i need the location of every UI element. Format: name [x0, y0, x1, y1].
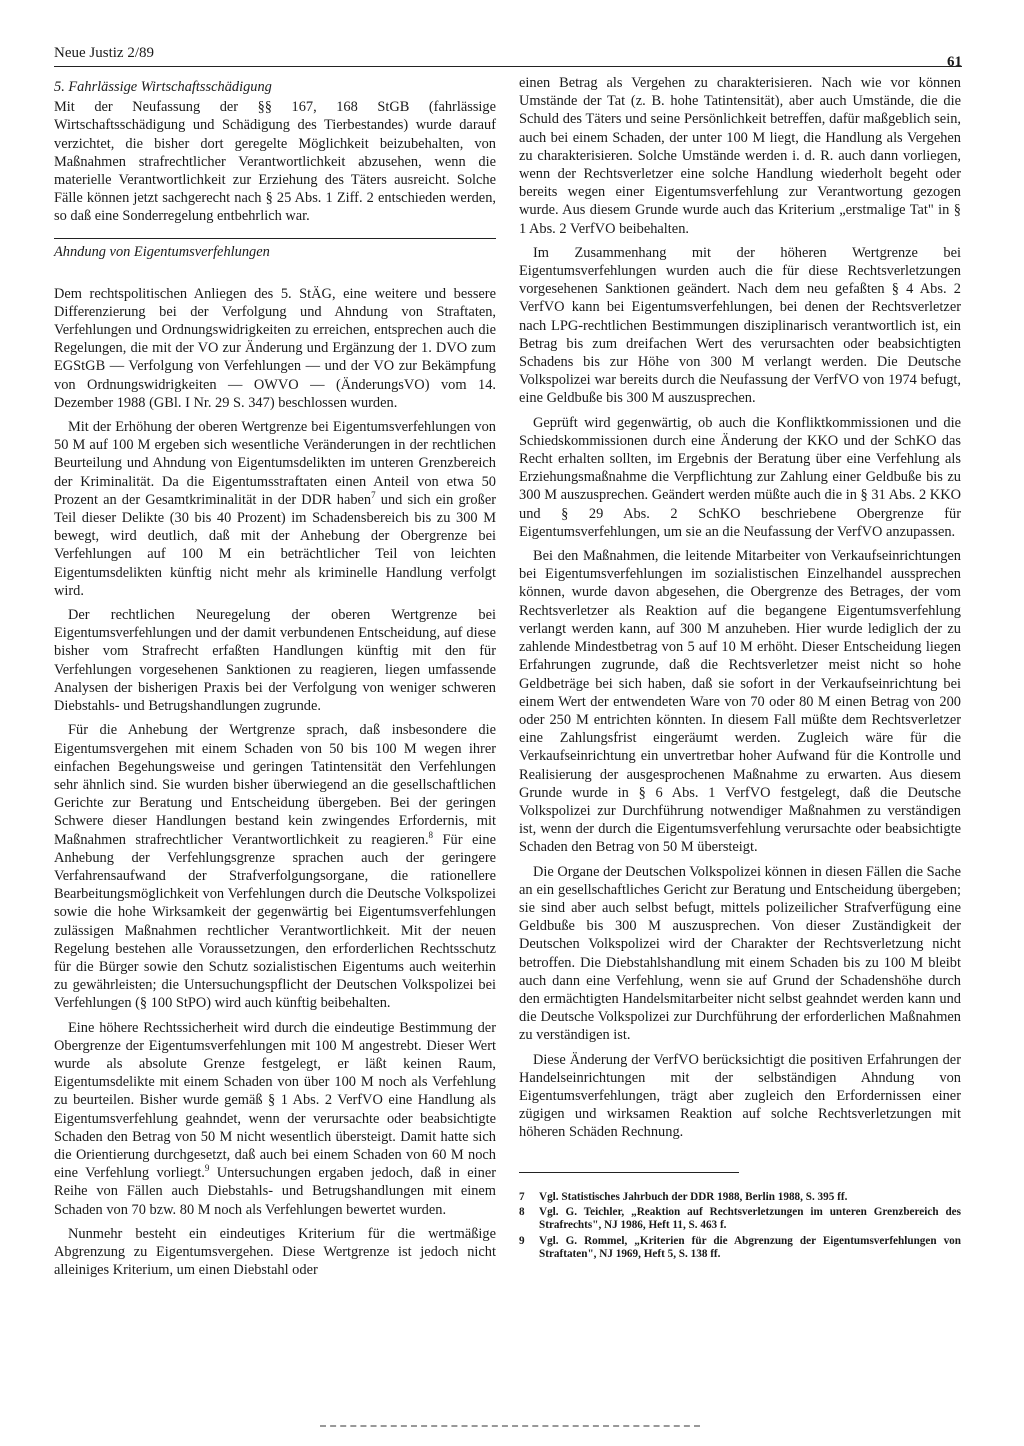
section-heading: Ahndung von Eigentumsverfehlungen: [54, 243, 270, 260]
paragraph: Bei den Maßnahmen, die leitende Mitarbeiter von Verkaufseinrichtungen bei Eigentumsverfehlungen im sozialistischen Einzelhandel aussprechen können, wurde davon abgesehen, die Obergrenze des Betrages, der vom Rechtsverletzer als Reaktion auf die begangene Eigentumsverfehlung verlangt werden kann, auf 300 M anzuheben. Hier wurde lediglich der zu zahlende Mindestbetrag von 5 auf 10 M erhöht. Dieser Entscheidung liegen Erfahrungen zugrunde, daß die Rechtsverletzer meist nicht so hohe Geldbeträge bei sich haben, daß sie sofort in der Verkaufseinrichtung bei einem Wert der entwendeten Ware von 70 oder 80 M einen Betrag von 200 oder 250 M entrichten könnten. In diesem Fall müßte dem Rechtsverletzer eine Zahlungsfrist eingeräumt werden. Zugleich wäre für die Verkaufseinrichtung ein unvertretbar hoher Aufwand für die Kontrolle und Realisierung der ausgesprochenen Maßnahme zu erwarten. Aus diesem Grunde wurde in § 6 Abs. 1 VerfVO festgelegt, daß die Deutsche Volkspolizei zur Durchführung notwendiger Maßnahmen zu verständigen ist, wenn der durch die Eigentumsverfehlung verursachte oder beabsichtigte Schaden den Betrag von 50 M übersteigt.: [519, 548, 961, 856]
paragraph-text: Für eine Anhebung der Verfehlungsgrenze sprachen auch der geringere Verfahrensaufwand der Strafverfolgungsorgane, die rationellere Bearbeitungsmöglichkeit von Verfehlungen durch die Deutsche Volkspolizei sowie die hohe Wirksamkeit der gegenwärtig bei Eigentumsverfehlungen zulässigen Maßnahmen rechtlicher Verantwortlichkeit. Mit der neuen Regelung bestehen alle Voraussetzungen, den erforderlichen Rechtsschutz für die Bürger sowie den Schutz sozialistischen Eigentums auch weiterhin zu gewährleisten; die Untersuchungspflicht der Deutschen Volkspolizei bei Verfehlungen (§ 100 StPO) wird auch künftig beibehalten.: [54, 831, 496, 1012]
footnote: [519, 1206, 961, 1233]
section-divider: [54, 238, 496, 239]
header-rule: [54, 66, 962, 67]
footnote: [519, 1191, 961, 1204]
paragraph: Im Zusammenhang mit der höheren Wertgrenze bei Eigentumsverfehlungen wurden auch die für diese Rechtsverletzungen vorgesehenen Sanktionen geändert. Nach dem neu gefaßten § 4 Abs. 2 VerfVO kann bei Eigentumsverfehlungen, bei denen der Rechtsverletzer nach LPG-rechtlichen Bestimmungen disziplinarisch verantwortlich ist, ein Betrag bis zum dreifachen Wert des verursachten oder beabsichtigten Schadens bis zur Höhe von 300 M verlangt werden. Die Deutsche Volkspolizei war bereits durch die Neufassung der VerfVO von 1974 befugt, eine Geldbuße bis 300 M auszusprechen.: [519, 244, 961, 407]
footnote-text: Vgl. G. Rommel, „Kriterien für die Abgrenzung der Eigentumsverfehlungen von Straftaten", NJ 1969, Heft 5, S. 138 ff.: [539, 1234, 961, 1261]
paragraph-text: Für die Anhebung der Wertgrenze sprach, daß insbesondere die Eigentumsvergehen mit einem Schaden von 50 bis 100 M wegen ihrer einfachen Begehungsweise und geringen Tatintensität den Verfehlungen sehr ähnlich sind. Sie wurden bisher überwiegend an die gesellschaftlichen Gerichte zur Beratung und Entscheidung übergeben. Bei der geringen Schwere dieser Handlungen bestand kein zwingendes Erfordernis, mit Maßnahmen strafrechtlicher Verantwortlichkeit zu reagieren.: [54, 722, 496, 848]
paragraph: Mit der Neufassung der §§ 167, 168 StGB (fahrlässige Wirtschaftsschädigung und Schädigung des Tierbestandes) wurde darauf verzichtet, die bisher dort geregelte Möglichkeit beizubehalten, von Maßnahmen strafrechtlicher Verantwortlichkeit abzusehen, wenn die materielle Verantwortlichkeit zur Erziehung des Täters ausreicht. Solche Fälle können jetzt sachgerecht nach § 25 Abs. 1 Ziff. 2 entschieden werden, so daß eine Sonderregelung entbehrlich war.: [54, 99, 496, 225]
footnote-text: Vgl. G. Teichler, „Reaktion auf Rechtsverletzungen im unteren Grenzbereich des Strafrechts", NJ 1986, Heft 11, S. 463 f.: [539, 1205, 961, 1232]
paragraph: [54, 721, 496, 1012]
footnote-number: 9: [519, 1234, 525, 1247]
footnote-text: Vgl. Statistisches Jahrbuch der DDR 1988, Berlin 1988, S. 395 ff.: [539, 1190, 848, 1203]
paragraph-text: Mit der Erhöhung der oberen Wertgrenze bei Eigentumsverfehlungen von 50 M auf 100 M ergeben sich wesentliche Veränderungen in der rechtlichen Beurteilung und Ahndung von Eigentumsdelikten im unteren Grenzbereich der Kriminalität. Da die Eigentumsstraftaten einen Anteil von etwa 50 Prozent an der Gesamtkriminalität in der DDR haben: [54, 419, 496, 508]
paragraph: einen Betrag als Vergehen zu charakterisieren. Nach wie vor können Umstände der Tat (z. B. hohe Tatintensität), aber auch Umstände, die die Schuld des Täters und seine Persönlichkeit betreffen, dafür maßgeblich sein, auch bei einem Schaden, der unter 100 M liegt, die Handlung als Vergehen zu charakterisieren. Solche Umstände werden i. d. R. auch dann vorliegen, wenn der Rechtsverletzer eine solche Handlung wiederholt begeht oder bereits wegen einer Eigentumsverfehlung zur Verantwortung gezogen wurde. Aus diesem Grunde wurde auch das Kriterium „erstmalige Tat" in § 1 Abs. 2 VerfVO beibehalten.: [519, 75, 961, 237]
paragraph: Nunmehr besteht ein eindeutiges Kriterium für die wertmäßige Abgrenzung zu Eigentumsvergehen. Diese Wertgrenze ist jedoch nicht alleiniges Kriterium, um einen Diebstahl oder: [54, 1225, 496, 1279]
paragraph-text: Untersuchungen ergaben jedoch, daß in einer Reihe von Fällen auch Diebstahls- und Betrugshandlungen mit einem Schaden von 70 bzw. 80 M noch als Verfehlungen bewertet wurden.: [54, 1165, 496, 1218]
right-column: [519, 74, 961, 1264]
left-column: [54, 74, 496, 1285]
footnote-ref: 9: [204, 1163, 210, 1174]
paragraph: Dem rechtspolitischen Anliegen des 5. StÄG, eine weitere und bessere Differenzierung bei der Verfolgung und Ahndung von Straftaten, Verfehlungen und Ordnungswidrigkeiten zu erreichen, entsprechen auch die Regelungen, die mit der VO zur Änderung und Ergänzung der 1. DVO zum EGStGB — Verfolgung von Verfehlungen — und der VO zur Bekämpfung von Ordnungswidrigkeiten — OWVO — (ÄnderungsVO) vom 14. Dezember 1988 (GBl. I Nr. 29 S. 347) beschlossen wurden.: [54, 285, 496, 411]
paragraph-text: Eine höhere Rechtssicherheit wird durch die eindeutige Bestimmung der Obergrenze der Eigentumsverfehlungen mit 100 M angestrebt. Dieser Wert wurde als absolute Grenze festgelegt, er läßt keinen Raum, Eigentumsdelikte mit einem Schaden von über 100 M noch als Verfehlung zu beurteilen. Bisher wurde gemäß § 1 Abs. 2 VerfVO eine Handlung als Eigentumsverfehlung geahndet, wenn der verursachte oder beabsichtigte Schaden den Betrag von 50 M nicht wesentlich übersteigt. Damit hatte sich die Orientierung durchgesetzt, daß auch bei einem Schaden von 60 M noch eine Verfehlung vorliegt.: [54, 1019, 496, 1182]
paragraph: Die Organe der Deutschen Volkspolizei können in diesen Fällen die Sache an ein gesellschaftliches Gericht zur Beratung und Entscheidung übergeben; sie sind aber auch selbst befugt, mittels polizeilicher Strafverfügung eine Geldbuße bis 300 M auszusprechen. Von dieser Zuständigkeit der Deutschen Volkspolizei wird der Charakter der Rechtsverletzung nicht betroffen. Die Diebstahlshandlung mit einem Schaden bis zu 100 M bleibt auch dann eine Verfehlung, wenn sie auf Grund der Schadenshöhe durch den ermächtigten Handelsmitarbeiter nicht selbst geahndet werden kann und die Deutsche Volkspolizei zur Durchführung der erforderlichen Maßnahmen zu verständigen ist.: [519, 863, 961, 1044]
page-number: 61: [947, 54, 962, 70]
paragraph: [54, 418, 496, 600]
footnote-number: 7: [519, 1190, 525, 1203]
subheading: 5. Fahrlässige Wirtschaftsschädigung: [54, 79, 272, 95]
paragraph: Diese Änderung der VerfVO berücksichtigt die positiven Erfahrungen der Handelseinrichtungen mit der selbständigen Ahndung von Eigentumsverfehlungen, trägt aber zugleich den Erfordernissen einer zügigen und wirksamen Reaktion auf solche Rechtsverletzungen mit höheren Schäden Rechnung.: [519, 1051, 961, 1141]
paragraph-text: und sich ein großer Teil dieser Delikte (30 bis 40 Prozent) im Schadensbereich bis zu 300 M bewegt, wird deutlich, daß mit der Anhebung der Obergrenze bei Verfehlungen auf 100 M ein beträchtlicher Teil von leichten Eigentumsdelikten künftig nicht mehr als kriminelle Handlung verfolgt wird.: [54, 491, 497, 599]
paragraph: [54, 1019, 496, 1219]
paragraph: Geprüft wird gegenwärtig, ob auch die Konfliktkommissionen und die Schiedskommissionen durch eine Änderung der KKO und der SchKO das Recht erhalten sollten, im Ergebnis der Beratung über eine Verfehlung als Erziehungsmaßnahme die Verpflichtung zur Zahlung einer Geldbuße bis zu 300 M auszusprechen. Geändert werden müßte auch die in § 31 Abs. 2 KKO und § 29 Abs. 2 SchKO beschriebene Obergrenze für Eigentumsverfehlungen, um sie an die Neufassung der VerfVO anzupassen.: [519, 414, 961, 540]
footnote-ref: 7: [371, 490, 376, 501]
footnote-number: 8: [519, 1205, 525, 1218]
paragraph: Der rechtlichen Neuregelung der oberen Wertgrenze bei Eigentumsverfehlungen und der damit verbundenen Entscheidung, auf diese bisher vom Strafrecht erfaßten Handlungen künftig mit den für Verfehlungen vorgesehenen Sanktionen zu reagieren, liegen umfassende Analysen der bisherigen Praxis bei der Verfolgung von weniger schweren Diebstahls- und Betrugshandlungen zugrunde.: [54, 607, 496, 715]
journal-title: Neue Justiz 2/89: [54, 45, 154, 61]
footnote-ref: 8: [428, 829, 434, 840]
footnote: [519, 1235, 961, 1262]
scan-artifact: [320, 1425, 700, 1433]
footnote-divider: [519, 1172, 739, 1173]
